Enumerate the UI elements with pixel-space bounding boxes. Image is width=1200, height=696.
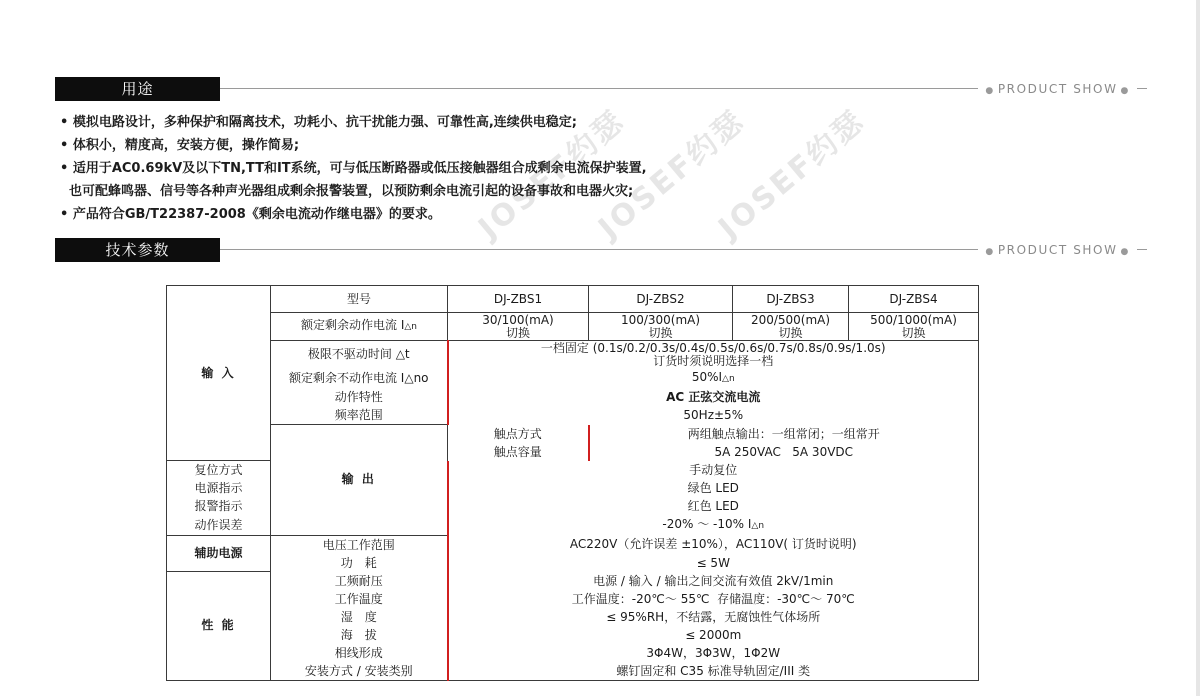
- model-name: DJ-ZBS1: [448, 286, 589, 313]
- row-value: 50Hz±5%: [448, 406, 979, 425]
- row-label: 海 拔: [271, 626, 448, 644]
- table-row: [167, 590, 979, 608]
- row-value: AC220V（允许误差 ±10%），AC110V( 订货时说明): [448, 535, 979, 554]
- group-aux-power: 辅助电源: [167, 535, 271, 572]
- spec-table: [166, 285, 979, 681]
- uses-item: • 模拟电路设计，多种保护和隔离技术，功耗小、抗干扰能力强、可靠性高,连续供电稳定;: [60, 115, 577, 130]
- table-row: [167, 608, 979, 626]
- right-edge-strip: [1196, 0, 1200, 696]
- section-tag: ● PRODUCT SHOW ●: [978, 241, 1137, 261]
- table-row: [167, 425, 979, 443]
- watermark-logo: JOSEF约瑟: [592, 103, 753, 247]
- table-row: [167, 406, 979, 425]
- model-name: DJ-ZBS4: [849, 286, 979, 313]
- row-value: -20% ～ -10% I△n: [448, 515, 979, 535]
- rated-current-cell: 200/500(mA) 切换: [733, 313, 849, 341]
- section-tag: ● PRODUCT SHOW ●: [978, 80, 1137, 100]
- row-value: AC 正弦交流电流: [448, 388, 979, 406]
- row-label: 极限不驱动时间 △t: [271, 341, 448, 369]
- table-row: [167, 341, 979, 369]
- watermark-logo: JOSEF约瑟: [472, 103, 633, 247]
- row-label: 触点容量: [448, 443, 589, 461]
- uses-item: 也可配蜂鸣器、信号等各种声光器组成剩余报警装置，以预防剩余电流引起的设备事故和电器火灾;: [60, 184, 634, 199]
- row-value: 3Φ4W，3Φ3W，1Φ2W: [448, 644, 979, 662]
- row-value: 5A 250VAC 5A 30VDC: [589, 443, 979, 461]
- row-value: ≤ 95%RH，不结露，无腐蚀性气体场所: [448, 608, 979, 626]
- table-row: [167, 388, 979, 406]
- table-row: [167, 313, 979, 341]
- table-row: [167, 535, 979, 554]
- section-header-uses: [55, 77, 1147, 101]
- group-performance: 性 能: [167, 572, 271, 681]
- section-title: 技术参数: [55, 238, 220, 262]
- table-row: [167, 368, 979, 388]
- uses-item: • 产品符合GB/T22387-2008《剩余电流动作继电器》的要求。: [60, 207, 441, 222]
- row-value: 一档固定 (0.1s/0.2/0.3s/0.4s/0.5s/0.6s/0.7s/0.8s/0.9s/1.0s) 订货时须说明选择一档: [448, 341, 979, 369]
- table-row: [167, 572, 979, 590]
- table-row: [167, 626, 979, 644]
- row-label: 触点方式: [448, 425, 589, 443]
- row-value: 绿色 LED: [448, 479, 979, 497]
- row-label: 湿 度: [271, 608, 448, 626]
- row-label: 功 耗: [271, 554, 448, 572]
- row-value: ≤ 5W: [448, 554, 979, 572]
- row-label: 动作误差: [167, 515, 271, 535]
- table-row: [167, 554, 979, 572]
- table-row: [167, 644, 979, 662]
- group-input: 输 入: [167, 286, 271, 461]
- row-value: 红色 LED: [448, 497, 979, 515]
- group-output: 输 出: [271, 425, 448, 536]
- row-label: 相线形成: [271, 644, 448, 662]
- rated-current-cell: 100/300(mA) 切换: [589, 313, 733, 341]
- row-value: ≤ 2000m: [448, 626, 979, 644]
- row-value: 手动复位: [448, 461, 979, 480]
- row-value: 50%I△n: [448, 368, 979, 388]
- row-value: 螺钉固定和 C35 标准导轨固定/III 类: [448, 662, 979, 681]
- model-name: DJ-ZBS3: [733, 286, 849, 313]
- row-label: 安装方式 / 安装类别: [271, 662, 448, 681]
- row-label: 动作特性: [271, 388, 448, 406]
- row-value: 两组触点输出：一组常闭；一组常开: [589, 425, 979, 443]
- uses-item: • 适用于AC0.69kV及以下TN,TT和IT系统，可与低压断路器或低压接触器组合成剩余电流保护装置,: [60, 161, 647, 176]
- row-label: 工作温度: [271, 590, 448, 608]
- model-name: DJ-ZBS2: [589, 286, 733, 313]
- row-label: 电源指示: [167, 479, 271, 497]
- rated-current-cell: 500/1000(mA) 切换: [849, 313, 979, 341]
- row-label: 电压工作范围: [271, 535, 448, 554]
- uses-item: • 体积小，精度高，安装方便，操作简易;: [60, 138, 300, 153]
- row-value: 工作温度：-20℃～ 55℃ 存储温度：-30℃～ 70℃: [448, 590, 979, 608]
- model-label: 型号: [271, 286, 448, 313]
- row-label: 复位方式: [167, 461, 271, 480]
- section-header-specs: [55, 238, 1147, 262]
- rated-current-cell: 30/100(mA) 切换: [448, 313, 589, 341]
- rated-current-label: 额定剩余动作电流 I△n: [271, 313, 448, 341]
- row-label: 报警指示: [167, 497, 271, 515]
- row-value: 电源 / 输入 / 输出之间交流有效值 2kV/1min: [448, 572, 979, 590]
- uses-list: [60, 111, 1110, 226]
- table-row: [167, 286, 979, 313]
- row-label: 工频耐压: [271, 572, 448, 590]
- section-title: 用途: [55, 77, 220, 101]
- table-row: [167, 662, 979, 681]
- watermark-logo: JOSEF约瑟: [712, 103, 873, 247]
- row-label: 频率范围: [271, 406, 448, 425]
- row-label: 额定剩余不动作电流 I△no: [271, 368, 448, 388]
